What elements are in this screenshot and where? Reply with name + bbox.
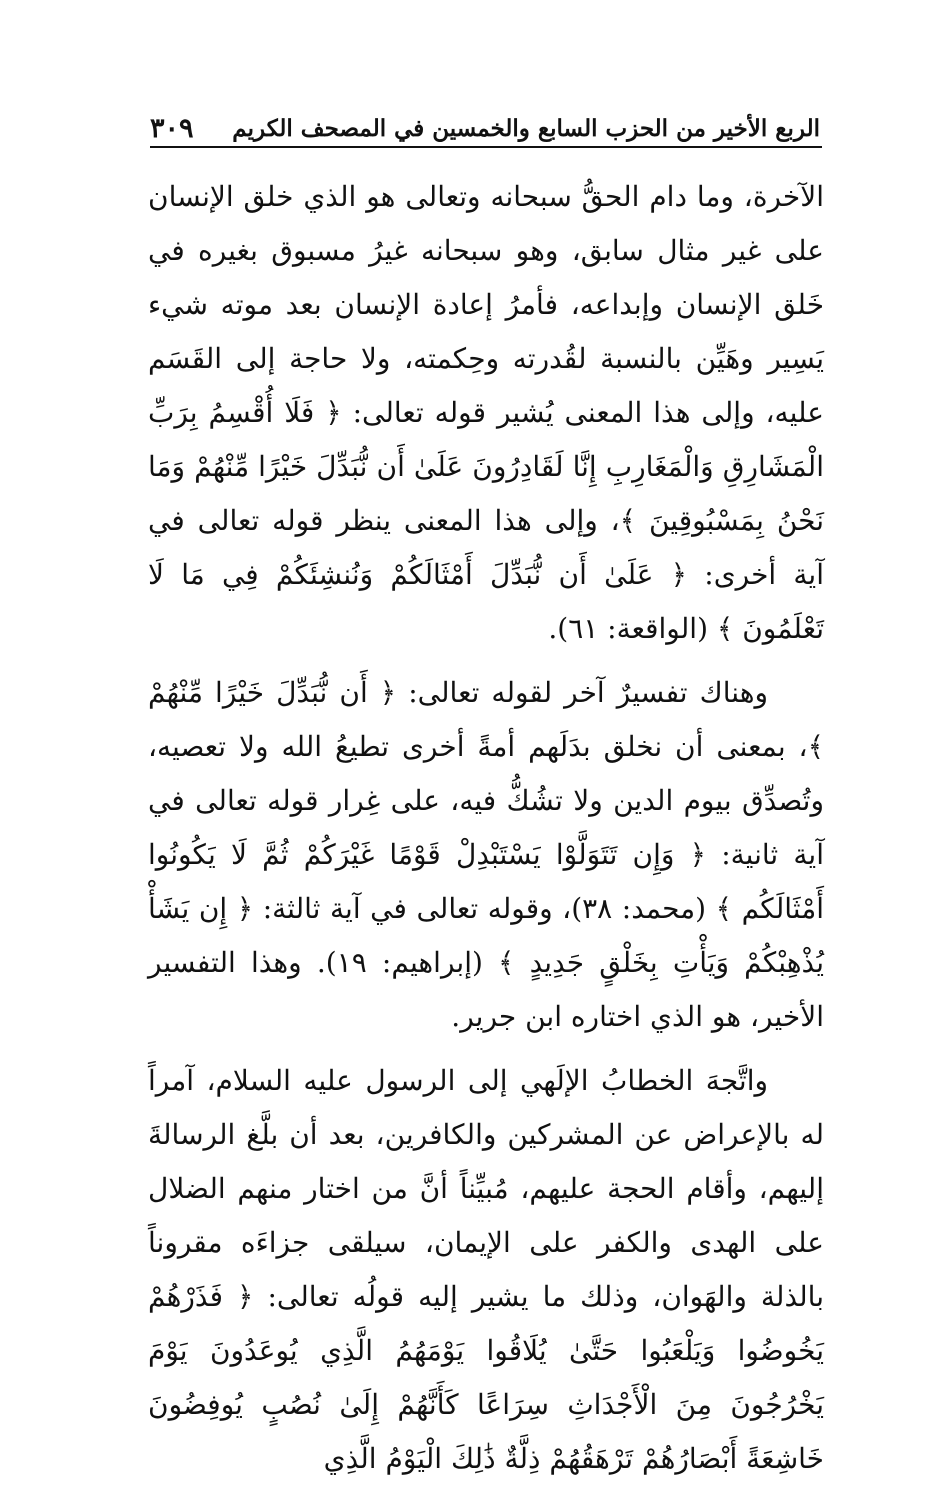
paragraph-2: وهناك تفسيرٌ آخر لقوله تعالى: ﴿ أَن نُّبَدِّلَ خَيْرًا مِّنْهُمْ ﴾، بمعنى أن نخلق بدَلَهم أمةً أخرى تطيعُ الله ولا تعصيه، وتُصدِّق بيوم الدين ولا تشُكُّ فيه، على غِرار قوله تعالى في آية ثانية: ﴿ وَإِن تَتَوَلَّوْا يَسْتَبْدِلْ قَوْمًا غَيْرَكُمْ ثُمَّ لَا يَكُونُوا أَمْثَالَكُم ﴾ (محمد: ٣٨)، وقوله تعالى في آية ثالثة: ﴿ إِن يَشَأْ يُذْهِبْكُمْ وَيَأْتِ بِخَلْقٍ جَدِيدٍ ﴾ (إبراهيم: ١٩). وهذا التفسير الأخير، هو الذي اختاره ابن جرير. bbox=[148, 676, 824, 1033]
paragraph-1: الآخرة، وما دام الحقُّ سبحانه وتعالى هو الذي خلق الإنسان على غير مثال سابق، وهو سبحانه غيرُ مسبوق بغيره في خَلق الإنسان وإبداعه، فأمرُ إعادة الإنسان بعد موته شيء يَسِير وهَيِّن بالنسبة لقُدرته وحِكمته، ولا حاجة إلى القَسَم عليه، وإلى هذا المعنى يُشير قوله تعالى: ﴿ فَلَا أُقْسِمُ بِرَبِّ الْمَشَارِقِ وَالْمَغَارِبِ إِنَّا لَقَادِرُونَ عَلَىٰ أَن نُّبَدِّلَ خَيْرًا مِّنْهُمْ وَمَا نَحْنُ بِمَسْبُوقِينَ ﴾، وإلى هذا المعنى ينظر قوله تعالى في آية أخرى: ﴿ عَلَىٰ أَن نُّبَدِّلَ أَمْثَالَكُمْ وَنُنشِئَكُمْ فِي مَا لَا تَعْلَمُونَ ﴾ (الواقعة: ٦١). bbox=[148, 180, 824, 645]
paragraph-3: واتَّجهَ الخطابُ الإلَهي إلى الرسول عليه السلام، آمراً له بالإعراض عن المشركين والكافرين، بعد أن بلَّغ الرسالةَ إليهم، وأقام الحجة عليهم، مُبيِّناً أنَّ من اختار منهم الضلال على الهدى والكفر على الإيمان، سيلقى جزاءَه مقروناً بالذلة والهَوان، وذلك ما يشير إليه قولُه تعالى: ﴿ فَذَرْهُمْ يَخُوضُوا وَيَلْعَبُوا حَتَّىٰ يُلَاقُوا يَوْمَهُمُ الَّذِي يُوعَدُونَ يَوْمَ يَخْرُجُونَ مِنَ الْأَجْدَاثِ سِرَاعًا كَأَنَّهُمْ إِلَىٰ نُصُبٍ يُوفِضُونَ خَاشِعَةً أَبْصَارُهُمْ تَرْهَقُهُمْ ذِلَّةٌ ذَٰلِكَ الْيَوْمُ الَّذِي bbox=[148, 1064, 824, 1475]
header-divider bbox=[150, 146, 822, 148]
body-text bbox=[148, 170, 824, 1486]
running-title: الربع الأخير من الحزب السابع والخمسين في المصحف الكريم bbox=[232, 115, 820, 142]
page-number: ٣٠٩ bbox=[150, 113, 194, 144]
page-header bbox=[150, 100, 820, 144]
